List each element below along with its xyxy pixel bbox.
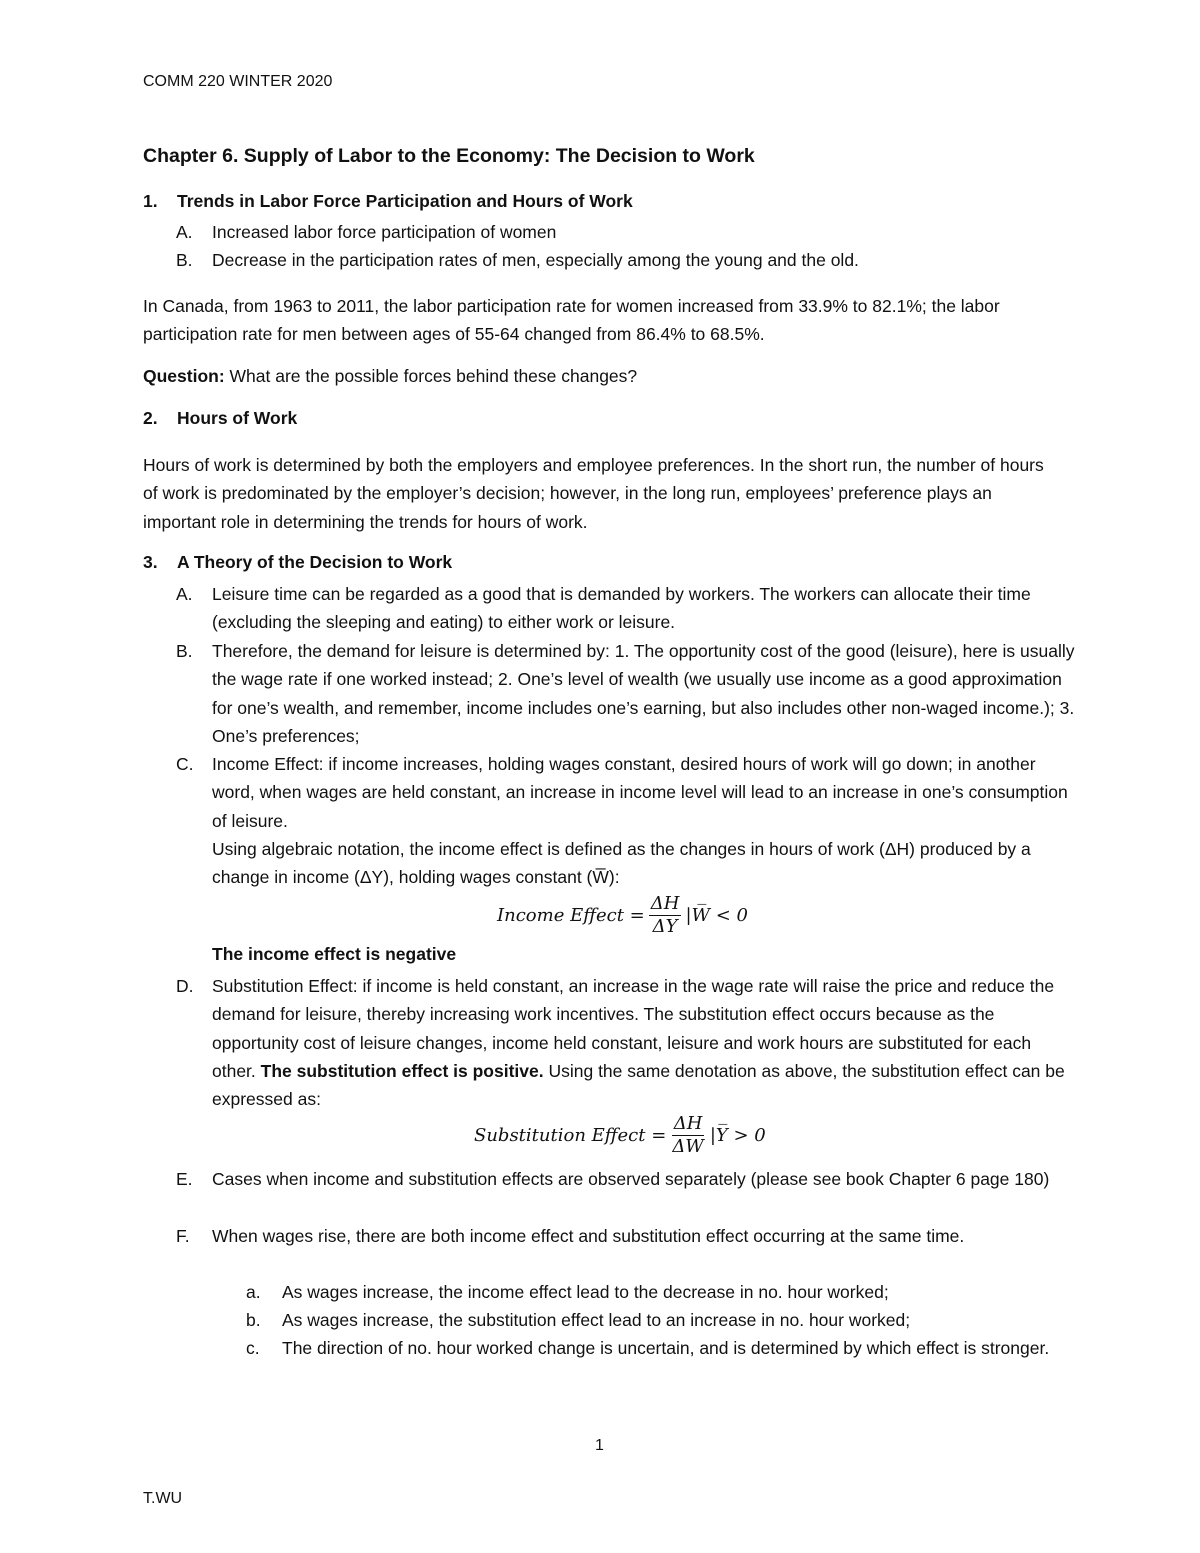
item-text: Income Effect: if income increases, holding wages constant, desired hours of work will go down; in another word, when wages are held constant, an increase in income level will lead to an increase in one’s consumption of leisure. [212, 754, 1068, 831]
item-text-continued: Using algebraic notation, the income effect is defined as the changes in hours of work (ΔH) produced by a change in income (ΔY), holding wages constant (W̅): [212, 838, 1031, 888]
formula-fraction [649, 893, 682, 938]
item-text: Therefore, the demand for leisure is determined by: 1. The opportunity cost of the good (leisure), here is usually the wage rate if one worked instead; 2. One’s level of wealth (we usually use income as a good approximation for one’s wealth, and remember, income includes one’s earning, but also includes other non-waged income.); 3. One’s preferences; [212, 641, 1075, 746]
item-text: The direction of no. hour worked change is uncertain, and is determined by which effect is stronger. [282, 1338, 1050, 1358]
sub-list-item [246, 1306, 1076, 1334]
formula-denominator: ΔW [672, 1136, 704, 1157]
item-text: As wages increase, the substitution effect lead to an increase in no. hour worked; [282, 1310, 911, 1330]
running-header: COMM 220 WINTER 2020 [143, 73, 333, 90]
formula-numerator: ΔH [673, 1113, 703, 1134]
section-number: 1. [143, 191, 158, 211]
item-label: A. [176, 584, 193, 604]
section-1-heading [143, 191, 633, 212]
page-number: 1 [595, 1437, 604, 1454]
item-label: C. [176, 754, 194, 774]
list-item [176, 972, 1076, 1113]
question-paragraph [143, 362, 1063, 390]
question-text: What are the possible forces behind these changes? [224, 366, 638, 386]
item-text: Decrease in the participation rates of men, especially among the young and the old. [212, 250, 859, 270]
formula-rhs: |Y̅ > 0 [709, 1125, 766, 1146]
income-effect-conclusion: The income effect is negative [212, 944, 457, 964]
sub-list-item [246, 1278, 1076, 1306]
item-text [212, 972, 1076, 1113]
sub-list-item [246, 1334, 1076, 1362]
formula-denominator: ΔY [652, 916, 678, 937]
list-item [176, 750, 1076, 891]
item-text: Increased labor force participation of women [212, 222, 557, 242]
list-item [176, 218, 1076, 246]
list-item [176, 1165, 1076, 1193]
footer-author: T.WU [143, 1490, 183, 1507]
section-3-heading [143, 552, 452, 573]
section-title: A Theory of the Decision to Work [177, 552, 453, 572]
substitution-effect-formula [474, 1113, 766, 1158]
chapter-title: Chapter 6. Supply of Labor to the Economy: The Decision to Work [143, 145, 755, 167]
formula-rhs: |W̅ < 0 [685, 905, 748, 926]
canada-paragraph: In Canada, from 1963 to 2011, the labor participation rate for women increased from 33.9% to 82.1%; the labor participation rate for men between ages of 55-64 changed from 86.4% to 68.5%. [143, 296, 1000, 345]
income-effect-formula [497, 893, 748, 938]
formula-fraction [670, 1113, 706, 1158]
question-label: Question: [143, 366, 225, 386]
item-label: a. [246, 1282, 261, 1302]
formula-lhs: Income Effect = [497, 905, 645, 926]
list-item [176, 580, 1076, 637]
hours-paragraph: Hours of work is determined by both the employers and employee preferences. In the short run, the number of hours of work is predominated by the employer’s decision; however, in the long run, employees’ preference plays an important role in determining the trends for hours of work. [143, 455, 1044, 532]
item-text-part: Substitution Effect: if income is held constant, an increase in the wage rate will raise the price and reduce the demand for leisure, thereby increasing work incentives. The substitution effect occurs because as the opportunity cost of leisure changes, income held constant, leisure and work hours are substituted for each other. [212, 976, 1055, 1081]
section-number: 2. [143, 408, 158, 428]
item-label: D. [176, 976, 194, 996]
list-item [176, 637, 1076, 750]
list-item [176, 1222, 1076, 1250]
item-label: b. [246, 1310, 261, 1330]
section-title: Hours of Work [177, 408, 298, 428]
formula-numerator: ΔH [650, 893, 680, 914]
item-label: B. [176, 641, 193, 661]
item-label: B. [176, 250, 193, 270]
item-label: F. [176, 1226, 190, 1246]
section-2-heading [143, 408, 297, 429]
item-text-part: Using the same denotation as above, the substitution effect can be expressed as: [212, 1060, 1065, 1110]
section-number: 3. [143, 552, 158, 572]
item-label: A. [176, 222, 193, 242]
list-item [176, 246, 1076, 274]
item-text: As wages increase, the income effect lead to the decrease in no. hour worked; [282, 1282, 889, 1302]
item-text: When wages rise, there are both income effect and substitution effect occurring at the same time. [212, 1226, 965, 1246]
item-text: Leisure time can be regarded as a good that is demanded by workers. The workers can allocate their time (excluding the sleeping and eating) to either work or leisure. [212, 584, 1031, 633]
item-text: Cases when income and substitution effects are observed separately (please see book Chapter 6 page 180) [212, 1169, 1050, 1189]
item-label: c. [246, 1338, 260, 1358]
formula-lhs: Substitution Effect = [474, 1125, 667, 1146]
section-title: Trends in Labor Force Participation and Hours of Work [177, 191, 633, 211]
item-label: E. [176, 1169, 193, 1189]
item-text-bold: The substitution effect is positive. [260, 1060, 544, 1081]
